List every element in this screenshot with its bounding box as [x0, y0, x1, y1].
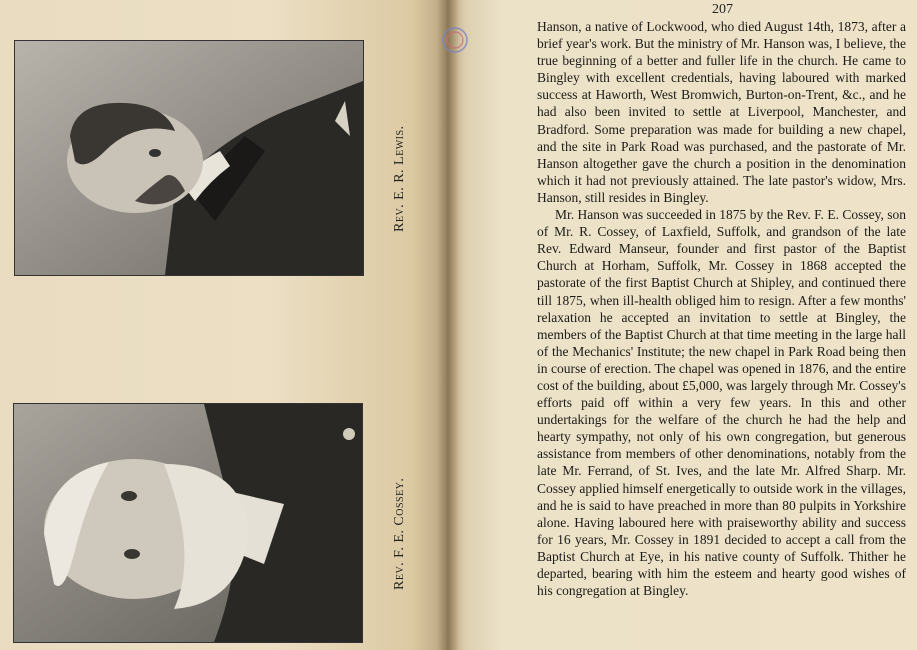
- book-gutter: [437, 0, 459, 650]
- caption-lewis: Rev. E. R. Lewis.: [392, 125, 407, 232]
- portrait-cossey: [13, 403, 363, 643]
- page-number: 207: [712, 2, 733, 17]
- left-page: [0, 0, 447, 650]
- portrait-lewis: [14, 40, 364, 276]
- caption-cossey: Rev. F. E. Cossey.: [392, 477, 407, 590]
- body-text: [537, 18, 906, 599]
- paragraph-cossey: Mr. Hanson was succeeded in 1875 by the Rev. F. E. Cossey, son of Mr. R. Cossey, of Laxfield, Suffolk, and grandson of the late Rev. Edward Manseur, founder and first pastor of the Baptist Church at Horham, Suffolk, Mr. Cossey in 1868 accepted the pastorate of the first Baptist Church at Shipley, and continued there till 1875, when ill-health obliged him to resign. After a few months' relaxation he accepted an invitation to settle at Bingley, the members of the Baptist Church at that time meeting in the large hall of the Mechanics' Institute; the new chapel in Park Road being then in course of erection. The chapel was opened in 1876, and the entire cost of the building, about £5,000, was largely through Mr. Cossey's efforts paid off within a very few years. In this and other undertakings for the welfare of the church he had the help and hearty sympathy, not only of his own congregation, but generous assistance from members of other denominations, notably from the late Mr. Ferrand, of St. Ives, and the late Mr. Alfred Sharp. Mr. Cossey applied himself energetically to outside work in the villages, and he is said to have preached in more than 80 pulpits in Yorkshire alone. Having laboured here with praiseworthy ability and success for 16 years, Mr. Cossey in 1891 decided to accept a call from the Baptist Church at Eye, in his native county of Suffolk. Thither he departed, bearing with him the esteem and hearty good wishes of his congregation at Bingley.: [537, 207, 906, 599]
- library-stamp-icon: [440, 25, 470, 55]
- paragraph-hanson: Hanson, a native of Lockwood, who died August 14th, 1873, after a brief year's work. But the ministry of Mr. Hanson was, I believe, the true beginning of a better and fuller life in the church. He came to Bingley with excellent credentials, having laboured with marked success at Haworth, West Bromwich, Burton-on-Trent, &c., and he had also been invited to settle at Liverpool, Manchester, and Bradford. Some preparation was made for building a new chapel, and the site in Park Road was purchased, and the pastorate of Mr. Hanson altogether gave the church a position in the denomination which it had not previously attained. The late pastor's widow, Mrs. Hanson, still resides in Bingley.: [537, 19, 906, 205]
